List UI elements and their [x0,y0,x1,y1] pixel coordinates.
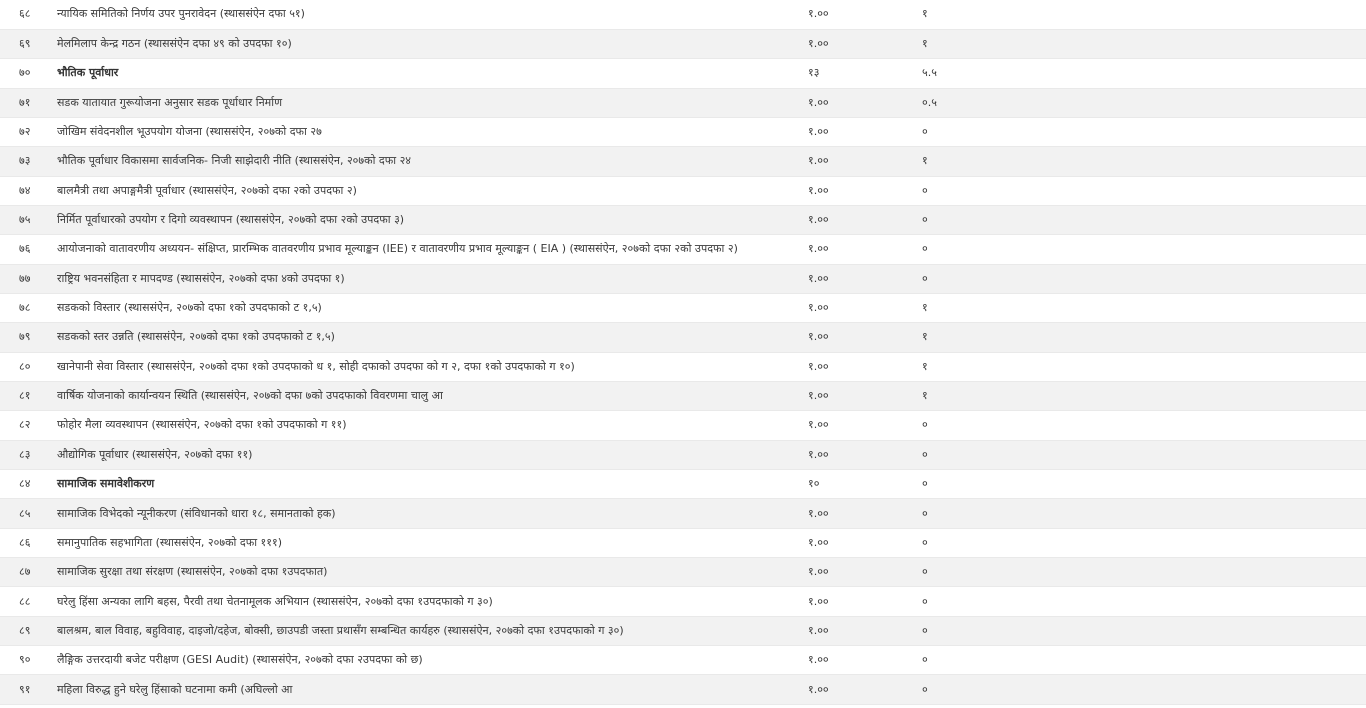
row-full-marks: १.०० [806,646,920,675]
table-row [0,264,1366,293]
row-obtained-marks: ० [920,440,1366,469]
table-row [0,29,1366,58]
table-section-row [0,470,1366,499]
row-obtained-marks: ० [920,558,1366,587]
table-row [0,205,1366,234]
row-obtained-marks: १ [920,147,1366,176]
table-section-row [0,59,1366,88]
row-full-marks: १.०० [806,558,920,587]
row-full-marks: १.०० [806,499,920,528]
row-obtained-marks: ० [920,411,1366,440]
row-serial-number: ७३ [0,147,47,176]
row-obtained-marks: ० [920,205,1366,234]
row-indicator-text: औद्योगिक पूर्वाधार (स्थाससंऐन, २०७को दफा ११) [47,440,806,469]
row-serial-number: ९१ [0,675,47,704]
row-indicator-text: सामाजिक सुरक्षा तथा संरक्षण (स्थाससंऐन, २०७को दफा १उपदफात) [47,558,806,587]
row-obtained-marks: ० [920,235,1366,264]
row-indicator-text: समानुपातिक सहभागिता (स्थाससंऐन, २०७को दफा १११) [47,528,806,557]
table-row [0,646,1366,675]
row-obtained-marks: ० [920,616,1366,645]
table-row [0,381,1366,410]
row-serial-number: ८८ [0,587,47,616]
table-row [0,411,1366,440]
row-full-marks: १.०० [806,352,920,381]
row-indicator-text: वार्षिक योजनाको कार्यान्वयन स्थिति (स्थाससंऐन, २०७को दफा ७को उपदफाको विवरणमा चालु आ [47,381,806,410]
row-indicator-text: बालमैत्री तथा अपाङ्गमैत्री पूर्वाधार (स्थाससंऐन, २०७को दफा २को उपदफा २) [47,176,806,205]
row-full-marks: १.०० [806,147,920,176]
row-obtained-marks: ५.५ [920,59,1366,88]
table-row [0,293,1366,322]
table-row [0,352,1366,381]
row-full-marks: १.०० [806,323,920,352]
row-obtained-marks: १ [920,381,1366,410]
row-indicator-text: सडक यातायात गुरूयोजना अनुसार सडक पूर्धाधार निर्माण [47,88,806,117]
row-indicator-text: मेलमिलाप केन्द्र गठन (स्थाससंऐन दफा ४९ को उपदफा १०) [47,29,806,58]
row-full-marks: १.०० [806,29,920,58]
table-row [0,528,1366,557]
row-indicator-text: भौतिक पूर्वाधार विकासमा सार्वजनिक- निजी साझेदारी नीति (स्थाससंऐन, २०७को दफा २४ [47,147,806,176]
row-serial-number: ९० [0,646,47,675]
row-indicator-text: सामाजिक विभेदको न्यूनीकरण (संविधानको धारा १८, समानताको हक) [47,499,806,528]
table-row [0,0,1366,29]
row-obtained-marks: ० [920,675,1366,704]
row-full-marks: १.०० [806,235,920,264]
row-obtained-marks: १ [920,323,1366,352]
table-row [0,616,1366,645]
row-obtained-marks: १ [920,352,1366,381]
table-row [0,675,1366,704]
row-serial-number: ७७ [0,264,47,293]
row-obtained-marks: ० [920,499,1366,528]
row-full-marks: १.०० [806,675,920,704]
row-serial-number: ८२ [0,411,47,440]
row-full-marks: १.०० [806,587,920,616]
row-serial-number: ८७ [0,558,47,587]
row-serial-number: ७९ [0,323,47,352]
row-indicator-text: आयोजनाको वातावरणीय अध्ययन- संक्षिप्त, प्रारम्भिक वातवरणीय प्रभाव मूल्याङ्कन (IEE) र वातावरणीय प्रभाव मूल्याङ्कन ( EIA ) (स्थाससंऐन, २०७को दफा २को उपदफा २) [47,235,806,264]
row-indicator-text: राष्ट्रिय भवनसंहिता र मापदण्ड (स्थाससंऐन, २०७को दफा ४को उपदफा १) [47,264,806,293]
table-row [0,440,1366,469]
row-indicator-text: निर्मित पूर्वाधारको उपयोग र दिगो व्यवस्थापन (स्थाससंऐन, २०७को दफा २को उपदफा ३) [47,205,806,234]
row-indicator-text: जोखिम संवेदनशील भूउपयोग योजना (स्थाससंऐन, २०७को दफा २७ [47,117,806,146]
table-row [0,323,1366,352]
row-full-marks: १.०० [806,293,920,322]
table-row [0,499,1366,528]
row-full-marks: १.०० [806,176,920,205]
section-title: सामाजिक समावेशीकरण [47,470,806,499]
row-serial-number: ८९ [0,616,47,645]
row-indicator-text: महिला विरुद्ध हुने घरेलु हिंसाको घटनामा कमी (अघिल्लो आ [47,675,806,704]
row-obtained-marks: ० [920,264,1366,293]
row-obtained-marks: १ [920,29,1366,58]
row-serial-number: ६९ [0,29,47,58]
row-serial-number: ७० [0,59,47,88]
row-full-marks: १.०० [806,88,920,117]
row-serial-number: ७१ [0,88,47,117]
row-full-marks: १.०० [806,0,920,29]
row-obtained-marks: ० [920,117,1366,146]
row-indicator-text: सडकको स्तर उन्नति (स्थाससंऐन, २०७को दफा १को उपदफाको ट १,५) [47,323,806,352]
row-indicator-text: घरेलु हिंसा अन्यका लागि बहस, पैरवी तथा चेतनामूलक अभियान (स्थाससंऐन, २०७को दफा १उपदफाको ग ३०) [47,587,806,616]
row-obtained-marks: ०.५ [920,88,1366,117]
row-serial-number: ८६ [0,528,47,557]
row-serial-number: ७४ [0,176,47,205]
table-row [0,235,1366,264]
row-obtained-marks: ० [920,528,1366,557]
row-serial-number: ७८ [0,293,47,322]
row-indicator-text: खानेपानी सेवा विस्तार (स्थाससंऐन, २०७को दफा १को उपदफाको ध १, सोही दफाको उपदफा को ग २, दफा १को उपदफाको ग १०) [47,352,806,381]
row-indicator-text: लैङ्गिक उत्तरदायी बजेट परीक्षण (GESI Audit) (स्थाससंऐन, २०७को दफा २उपदफा को छ) [47,646,806,675]
row-full-marks: १.०० [806,440,920,469]
table-row [0,176,1366,205]
row-serial-number: ७५ [0,205,47,234]
row-serial-number: ८४ [0,470,47,499]
row-obtained-marks: ० [920,646,1366,675]
row-serial-number: ८५ [0,499,47,528]
row-full-marks: १.०० [806,381,920,410]
row-full-marks: १.०० [806,411,920,440]
row-indicator-text: फोहोर मैला व्यवस्थापन (स्थाससंऐन, २०७को दफा १को उपदफाको ग ११) [47,411,806,440]
row-obtained-marks: ० [920,470,1366,499]
row-full-marks: १.०० [806,205,920,234]
table-row [0,88,1366,117]
row-full-marks: १३ [806,59,920,88]
row-serial-number: ८१ [0,381,47,410]
row-obtained-marks: १ [920,293,1366,322]
row-indicator-text: न्यायिक समितिको निर्णय उपर पुनरावेदन (स्थाससंऐन दफा ५१) [47,0,806,29]
row-indicator-text: सडकको विस्तार (स्थाससंऐन, २०७को दफा १को उपदफाको ट १,५) [47,293,806,322]
row-indicator-text: बालश्रम, बाल विवाह, बहुविवाह, दाइजो/दहेज, बोक्सी, छाउपडी जस्ता प्रथासँग सम्बन्धित कार्यहरु (स्थाससंऐन, २०७को दफा १उपदफाको ग ३०) [47,616,806,645]
row-serial-number: ७२ [0,117,47,146]
row-full-marks: १.०० [806,264,920,293]
row-obtained-marks: ० [920,587,1366,616]
row-full-marks: १.०० [806,528,920,557]
table-row [0,117,1366,146]
row-serial-number: ७६ [0,235,47,264]
row-full-marks: १.०० [806,616,920,645]
row-full-marks: १० [806,470,920,499]
section-title: भौतिक पूर्वाधार [47,59,806,88]
row-serial-number: ८० [0,352,47,381]
row-full-marks: १.०० [806,117,920,146]
row-obtained-marks: ० [920,176,1366,205]
row-serial-number: ८३ [0,440,47,469]
table-row [0,587,1366,616]
table-row [0,147,1366,176]
table-row [0,558,1366,587]
row-obtained-marks: १ [920,0,1366,29]
row-serial-number: ६८ [0,0,47,29]
